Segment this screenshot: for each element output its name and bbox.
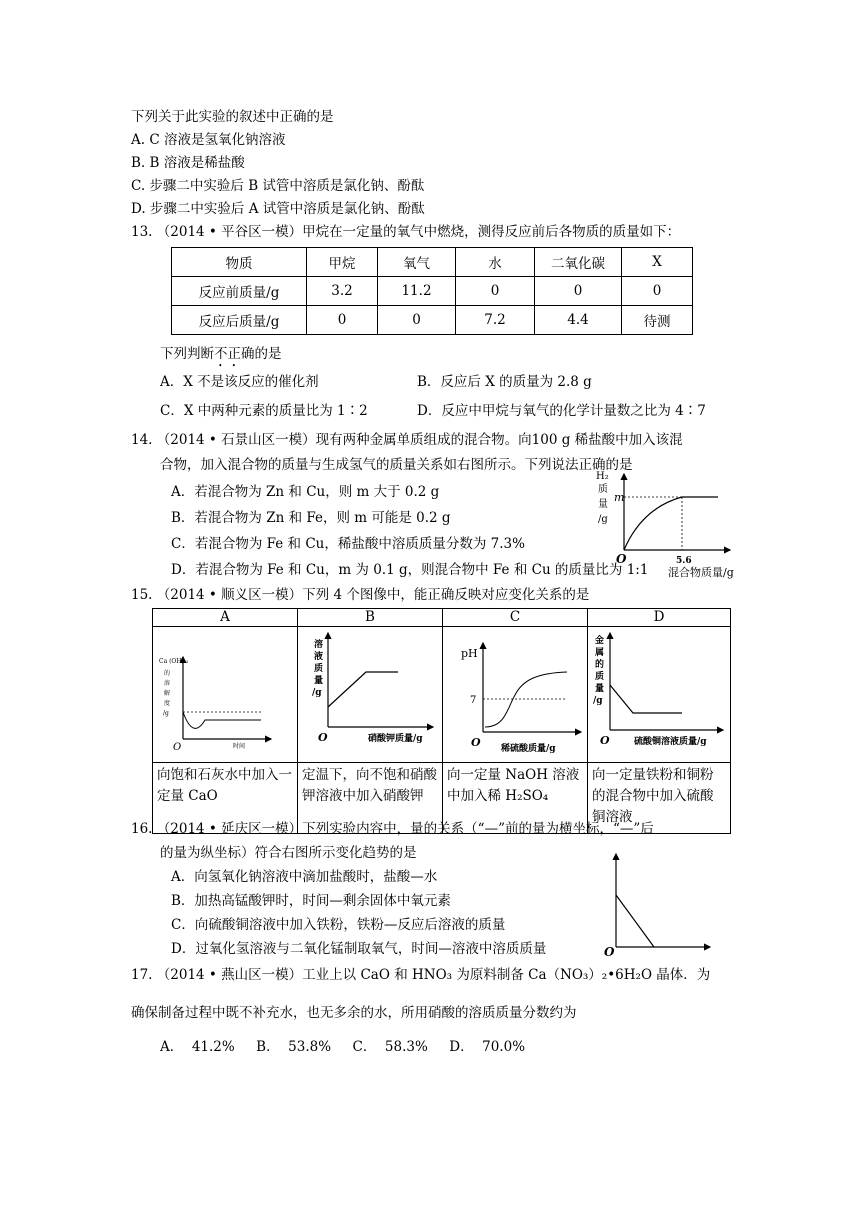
a-y-label-5: /g	[163, 710, 169, 717]
a-y-label-0: Ca (OH) ₂	[159, 658, 189, 665]
b-y-label-1: 液	[314, 652, 324, 662]
header-c: C	[443, 609, 588, 627]
q13-ask-pre: 下列判断	[160, 346, 214, 362]
b-y-label-4: /g	[312, 688, 322, 698]
table-cell: 甲烷	[307, 248, 378, 277]
table-cell: 二氧化碳	[535, 248, 622, 277]
graph-cell-b	[298, 627, 443, 763]
metal-mass-line	[610, 685, 682, 713]
a-y-label-2: 溶	[164, 680, 171, 687]
q15-table	[152, 608, 731, 834]
a-y-label-4: 度	[164, 700, 171, 707]
table-cell: 7.2	[456, 306, 535, 335]
table-cell: 3.2	[307, 277, 378, 306]
intro-option-d: D. 步骤二中实验后 A 试管中溶质是氯化钠、酚酞	[131, 201, 425, 217]
q14-option-b: B．若混合物为 Zn 和 Fe，则 m 可能是 0.2 g	[171, 510, 451, 526]
q13-option-a: A．X 不是该反应的催化剂	[160, 374, 319, 390]
c-y-label: pH	[461, 647, 478, 660]
table-cell: 0	[622, 277, 693, 306]
b-origin: O	[318, 731, 328, 744]
q14-stem-line1: 14. （2014 • 石景山区一模）现有两种金属单质组成的混合物。向100 g 稀盐酸中加入该混	[131, 432, 683, 448]
graph-c	[443, 627, 587, 758]
table-cell: 氧气	[378, 248, 456, 277]
intro-option-b: B. B 溶液是稀盐酸	[131, 155, 245, 171]
table-cell: 4.4	[535, 306, 622, 335]
caption-b: 定温下，向不饱和硝酸钾溶液中加入硝酸钾	[298, 763, 443, 834]
b-y-label-2: 质	[314, 664, 324, 674]
q14-option-a: A．若混合物为 Zn 和 Cu，则 m 大于 0.2 g	[171, 484, 440, 500]
q14-option-d: D．若混合物为 Fe 和 Cu，m 为 0.1 g，则混合物中 Fe 和 Cu 的质量比为 1:1	[171, 562, 649, 578]
caption-c: 向一定量 NaOH 溶液中加入稀 H₂SO₄	[443, 763, 588, 834]
q17-stem-line2: 确保制备过程中既不补充水，也无多余的水，所用硝酸的溶质质量分数约为	[131, 1005, 577, 1021]
graph-a	[153, 627, 297, 758]
c-x-label: 稀硫酸质量/g	[501, 744, 556, 754]
y-label-1: 质	[598, 484, 608, 495]
table-cell: 0	[456, 277, 535, 306]
x-tick-label: 5.6	[676, 556, 692, 566]
a-origin: O	[173, 742, 182, 753]
q15-stem: 15. （2014 • 顺义区一模）下列 4 个图像中，能正确反映对应变化关系的是	[131, 587, 590, 603]
table-cell: 0	[307, 306, 378, 335]
y-label-3: /g	[598, 514, 608, 525]
q13-option-d: D．反应中甲烷与氧气的化学计量数之比为 4∶7	[417, 403, 706, 419]
solution-mass-line	[328, 672, 398, 707]
a-y-label-3: 解	[164, 690, 171, 697]
a-y-label-1: 的	[164, 670, 171, 677]
q13-option-c: C．X 中两种元素的质量比为 1∶2	[160, 403, 368, 419]
table-row	[153, 627, 731, 763]
table-row	[172, 248, 693, 277]
m-label: m	[614, 491, 625, 504]
q17-stem-line1: 17. （2014 • 燕山区一模）工业上以 CaO 和 HNO₃ 为原料制备 Ca（NO₃）₂•6H₂O 晶体．为	[131, 967, 711, 983]
table-cell: 0	[535, 277, 622, 306]
intro-option-a: A. C 溶液是氢氧化钠溶液	[131, 132, 286, 148]
d-y-label-0: 金	[595, 636, 605, 646]
table-cell: X	[622, 248, 693, 277]
table-cell: 待测	[622, 306, 693, 335]
decreasing-line	[616, 895, 654, 947]
d-y-label-4: 量	[595, 684, 605, 694]
x-axis-label: 混合物质量/g	[668, 566, 734, 579]
table-cell: 反应前质量/g	[172, 277, 307, 306]
origin-label: O	[616, 552, 627, 566]
q13-ask	[160, 344, 282, 370]
ph-curve	[485, 672, 567, 727]
h2-curve	[624, 497, 682, 550]
q14-graph	[590, 470, 750, 580]
d-y-label-1: 属	[595, 648, 605, 658]
table-cell: 水	[456, 248, 535, 277]
graph-cell-d	[588, 627, 731, 763]
q16-graph	[604, 850, 716, 960]
graph-d	[588, 627, 730, 758]
q14-option-c: C．若混合物为 Fe 和 Cu，稀盐酸中溶质质量分数为 7.3%	[171, 536, 525, 552]
table-row	[153, 609, 731, 627]
q13-ask-post: 确的是	[241, 346, 282, 362]
caption-a: 向饱和石灰水中加入一定量 CaO	[153, 763, 298, 834]
d-y-label-5: /g	[593, 696, 603, 706]
q16-stem-line1: 16. （2014 • 延庆区一模）下列实验内容中，量的关系（“—”前的量为横坐标，“—”后	[131, 821, 654, 837]
q13-ask-emphasis: 不正	[214, 346, 241, 362]
c-tick-7: 7	[470, 695, 477, 706]
table-cell: 0	[378, 306, 456, 335]
q16-option-b: B．加热高锰酸钾时，时间—剩余固体中氧元素	[171, 893, 451, 909]
y-label-2: 量	[598, 499, 608, 510]
q13-option-b: B．反应后 X 的质量为 2.8 g	[417, 374, 592, 390]
table-cell: 11.2	[378, 277, 456, 306]
header-d: D	[588, 609, 731, 627]
table-row	[172, 306, 693, 335]
q13-table	[171, 247, 693, 335]
intro-question: 下列关于此实验的叙述中正确的是	[131, 109, 334, 125]
c-origin: O	[471, 736, 481, 749]
d-y-label-3: 质	[595, 672, 605, 682]
header-b: B	[298, 609, 443, 627]
b-x-label: 硝酸钾质量/g	[368, 734, 423, 744]
solubility-curve	[183, 712, 261, 728]
table-row	[172, 277, 693, 306]
graph-cell-c	[443, 627, 588, 763]
header-a: A	[153, 609, 298, 627]
origin-label: O	[604, 945, 615, 959]
intro-option-c: C. 步骤二中实验后 B 试管中溶质是氯化钠、酚酞	[131, 178, 425, 194]
d-x-label: 硫酸铜溶液质量/g	[634, 737, 707, 747]
b-y-label-0: 溶	[314, 640, 324, 650]
q16-stem-line2: 的量为纵坐标）符合右图所示变化趋势的是	[160, 845, 417, 861]
y-label-0: H₂	[596, 471, 609, 482]
graph-b	[298, 627, 442, 758]
a-x-label: 时间	[233, 743, 246, 750]
table-cell: 反应后质量/g	[172, 306, 307, 335]
q14-stem-line2: 合物，加入混合物的质量与生成氢气的质量关系如右图所示。下列说法正确的是	[160, 457, 633, 473]
caption-d: 向一定量铁粉和铜粉的混合物中加入硫酸铜溶液	[588, 763, 731, 834]
graph-cell-a	[153, 627, 298, 763]
q16-option-c: C．向硫酸铜溶液中加入铁粉，铁粉—反应后溶液的质量	[171, 917, 506, 933]
d-origin: O	[600, 734, 610, 747]
q17-options: A． 41.2% B． 53.8% C． 58.3% D． 70.0%	[160, 1039, 526, 1055]
table-cell: 物质	[172, 248, 307, 277]
q16-option-a: A．向氢氧化钠溶液中滴加盐酸时，盐酸—水	[171, 869, 438, 885]
q16-option-d: D．过氧化氢溶液与二氧化锰制取氧气，时间—溶液中溶质质量	[171, 941, 547, 957]
b-y-label-3: 量	[314, 676, 324, 686]
d-y-label-2: 的	[595, 660, 605, 670]
q13-stem: 13. （2014 • 平谷区一模）甲烷在一定量的氧气中燃烧，测得反应前后各物质的质量如下：	[131, 224, 681, 240]
